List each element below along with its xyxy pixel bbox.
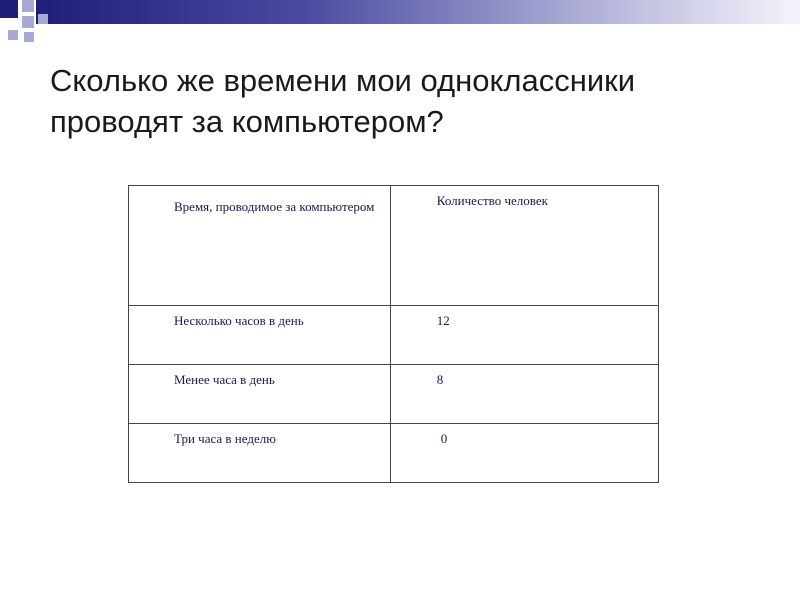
header-time-text: Время, проводимое за компьютером: [174, 199, 375, 214]
table-header-row: [129, 186, 659, 306]
header-square-light: [38, 14, 48, 24]
header-square-light: [22, 0, 34, 12]
header-gradient-bar: [36, 0, 800, 24]
row-label: Менее часа в день: [129, 365, 391, 424]
table-row: [129, 365, 659, 424]
header-square-light: [22, 16, 34, 28]
row-value: 12: [390, 306, 658, 365]
slide-title: Сколько же времени мои одноклассники проводят за компьютером?: [50, 63, 636, 139]
header-cell-time: [129, 186, 391, 306]
table-row: [129, 306, 659, 365]
row-value: 8: [390, 365, 658, 424]
header-cell-count: Количество человек: [390, 186, 658, 306]
row-label: Несколько часов в день: [129, 306, 391, 365]
header-square-light: [8, 30, 18, 40]
row-value: 0: [390, 423, 658, 482]
row-label: Три часа в неделю: [129, 423, 391, 482]
header-square-light: [24, 32, 34, 42]
table-row: [129, 423, 659, 482]
header-square-dark: [0, 0, 18, 18]
survey-table: [128, 185, 659, 483]
